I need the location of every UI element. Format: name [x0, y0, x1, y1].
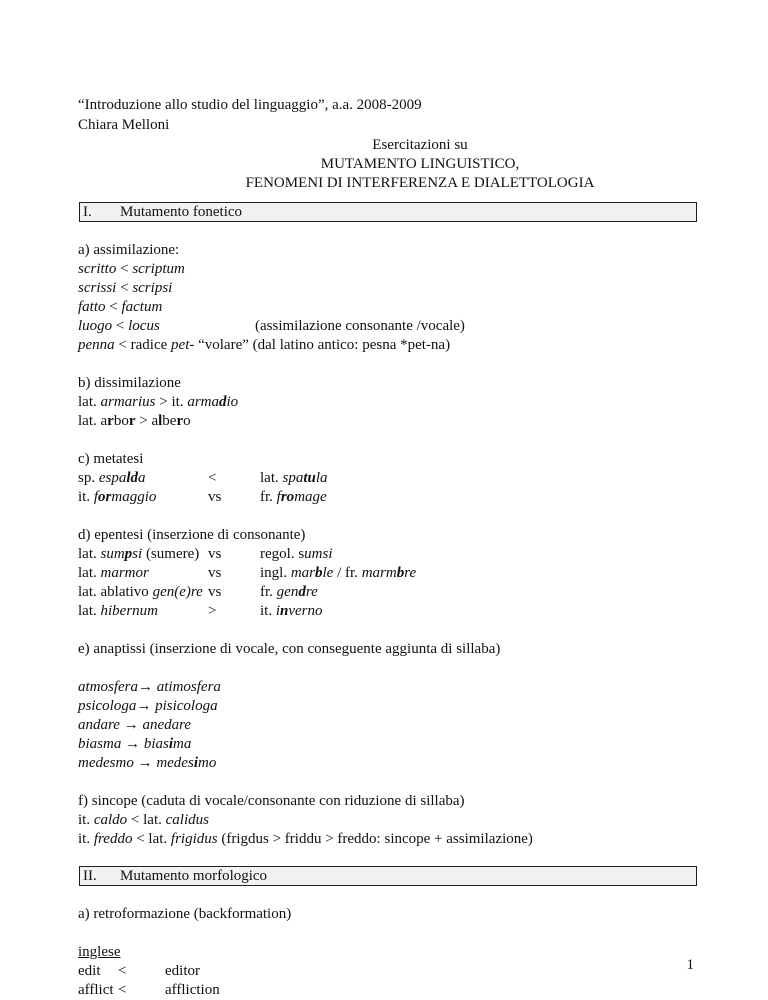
- morph-target: affliction: [165, 982, 220, 998]
- course-title: “Introduzione allo studio del linguaggio”, a.a. 2008-2009: [78, 97, 422, 113]
- example-line: scrissi < scripsi: [78, 280, 173, 296]
- doc-title-line3: FENOMENI DI INTERFERENZA E DIALETTOLOGIA: [245, 175, 595, 191]
- example-line: luogo < locus: [78, 318, 160, 334]
- morph-source: edit: [78, 963, 101, 979]
- example-operator: <: [208, 470, 217, 486]
- morph-target: editor: [165, 963, 200, 979]
- example-source: sp. espalda: [78, 470, 146, 486]
- section-title: Mutamento fonetico: [120, 204, 243, 220]
- language-label: inglese: [78, 944, 121, 960]
- assimilazione-heading: a) assimilazione:: [78, 242, 180, 258]
- example-target: lat. spatula: [260, 470, 328, 486]
- page-number: 1: [686, 957, 694, 973]
- example-line: psicologa→ pisicologa: [78, 698, 218, 714]
- example-line: fatto < factum: [78, 299, 163, 315]
- example-line: lat. armarius > it. armadio: [78, 394, 239, 410]
- example-source: lat. marmor: [78, 565, 149, 581]
- example-target: regol. sumsi: [260, 546, 333, 562]
- example-line: andare → anedare: [78, 717, 192, 733]
- epentesi-heading: d) epentesi (inserzione di consonante): [78, 527, 306, 543]
- example-line: scritto < scriptum: [78, 261, 185, 277]
- example-operator: vs: [208, 489, 222, 505]
- morph-operator: <: [118, 982, 127, 998]
- author-name: Chiara Melloni: [78, 117, 170, 133]
- example-note: (assimilazione consonante /vocale): [255, 318, 465, 334]
- section-number: I.: [83, 204, 92, 220]
- doc-title-line1: Esercitazioni su: [372, 137, 468, 153]
- anaptissi-heading: e) anaptissi (inserzione di vocale, con conseguente aggiunta di sillaba): [78, 641, 501, 657]
- section-number: II.: [83, 868, 97, 884]
- example-line: atmosfera→ atimosfera: [78, 679, 221, 695]
- morph-source: afflict: [78, 982, 114, 998]
- sincope-heading: f) sincope (caduta di vocale/consonante con riduzione di sillaba): [78, 793, 465, 809]
- section-heading-2: [79, 866, 697, 886]
- example-line: it. caldo < lat. calidus: [78, 812, 209, 828]
- example-line: penna < radice pet- “volare” (dal latino antico: pesna *pet-na): [78, 337, 451, 353]
- example-source: lat. sumpsi (sumere): [78, 546, 200, 562]
- example-line: it. freddo < lat. frigidus (frigdus > friddu > freddo: sincope + assimilazione): [78, 831, 533, 847]
- example-line: medesmo → medesimo: [78, 755, 217, 771]
- example-target: it. inverno: [260, 603, 323, 619]
- metatesi-heading: c) metatesi: [78, 451, 144, 467]
- example-operator: vs: [208, 565, 222, 581]
- example-operator: vs: [208, 546, 222, 562]
- example-target: fr. gendre: [260, 584, 318, 600]
- doc-title-line2: MUTAMENTO LINGUISTICO,: [320, 156, 520, 172]
- example-source: lat. ablativo gen(e)re: [78, 584, 203, 600]
- example-line: biasma → biasima: [78, 736, 192, 752]
- section-heading-1: [79, 202, 697, 222]
- example-operator: vs: [208, 584, 222, 600]
- section-title: Mutamento morfologico: [120, 868, 268, 884]
- morph-operator: <: [118, 963, 127, 979]
- example-source: it. formaggio: [78, 489, 157, 505]
- example-line: lat. arbor > albero: [78, 413, 191, 429]
- example-target: fr. fromage: [260, 489, 327, 505]
- dissimilazione-heading: b) dissimilazione: [78, 375, 181, 391]
- example-target: ingl. marble / fr. marmbre: [260, 565, 417, 581]
- example-operator: >: [208, 603, 217, 619]
- example-source: lat. hibernum: [78, 603, 158, 619]
- retroformazione-heading: a) retroformazione (backformation): [78, 906, 292, 922]
